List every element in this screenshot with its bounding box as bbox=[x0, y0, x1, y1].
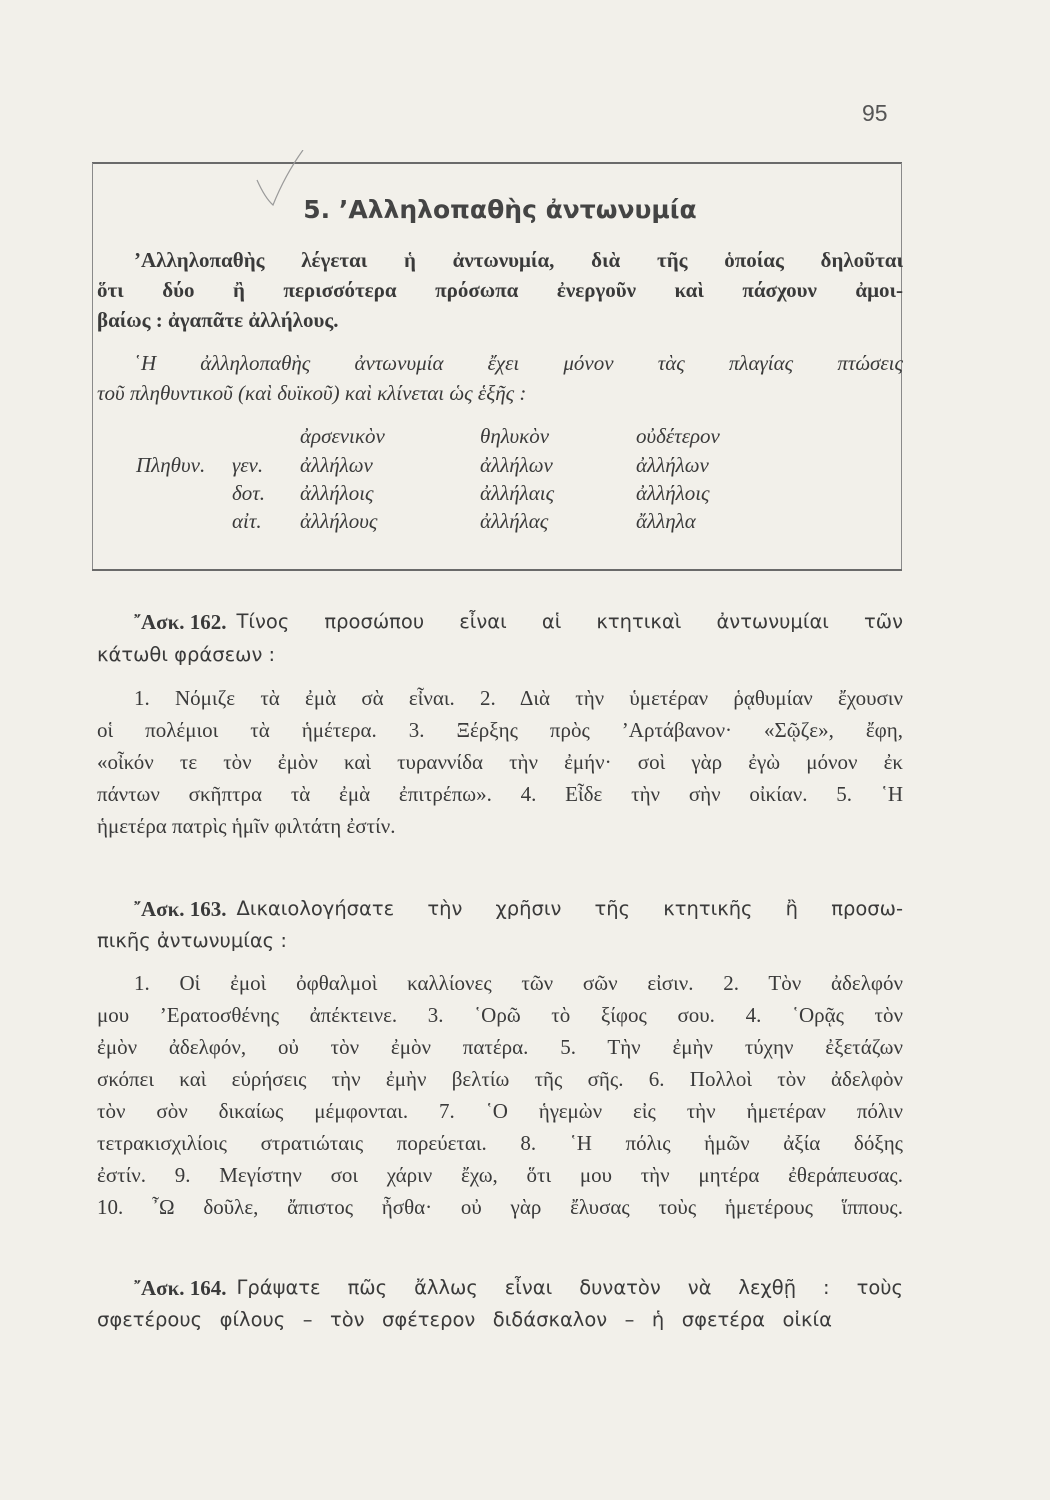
table-header: ἀρσενικὸν bbox=[300, 424, 385, 448]
number-label: Πληθυν. bbox=[136, 453, 206, 477]
exercise-line: ἐμὸν ἀδελφόν, οὐ τὸν ἐμὸν πατέρα. 5. Τὴν ἐμὴν τύχην ἐξετάζων bbox=[97, 1035, 903, 1059]
exercise-prompt: κάτωθι φράσεων : bbox=[97, 643, 276, 666]
exercise-line: οἱ πολέμιοι τὰ ἡμέτερα. 3. Ξέρξης πρὸς ’Αρτάβανον· «Σῷζε», ἔφη, bbox=[97, 718, 903, 742]
table-cell: ἀλλήλαις bbox=[480, 481, 555, 505]
exercise-prompt: Τίνος προσώπου εἶναι αἱ κτητικαὶ ἀντωνυμίαι τῶν bbox=[236, 610, 903, 633]
table-cell: ἀλλήλων bbox=[480, 453, 553, 477]
box-bottom-rule bbox=[92, 569, 902, 571]
exercise-prompt: σφετέρους φίλους – τὸν σφέτερον διδάσκαλον – ἡ σφετέρα οἰκία bbox=[97, 1308, 832, 1331]
table-cell: ἀλλήλων bbox=[636, 453, 709, 477]
page-number: 95 bbox=[862, 100, 888, 126]
exercise-label: ῎Ασκ. 162. bbox=[134, 610, 227, 634]
case-label: γεν. bbox=[232, 453, 264, 477]
table-cell: ἄλληλα bbox=[636, 509, 696, 533]
exercise-line: τὸν σὸν δικαίως μέμφονται. 7. ῾Ο ἡγεμὼν εἰς τὴν ἡμετέραν πόλιν bbox=[97, 1099, 903, 1123]
exercise-line: μου ’Ερατοσθένης ἀπέκτεινε. 3. ῾Ορῶ τὸ ξίφος σου. 4. ῾Ορᾷς τὸν bbox=[97, 1003, 903, 1027]
definition-line: ’Αλληλοπαθὴς λέγεται ἡ ἀντωνυμία, διὰ τῆς ὁποίας δηλοῦται bbox=[134, 248, 903, 272]
table-cell: ἀλλήλοις bbox=[636, 481, 710, 505]
table-header: οὐδέτερον bbox=[636, 424, 720, 448]
exercise-line: σκόπει καὶ εὑρήσεις τὴν ἐμὴν βελτίω τῆς σῆς. 6. Πολλοὶ τὸν ἀδελφὸν bbox=[97, 1067, 903, 1091]
definition-line: βαίως : ἀγαπᾶτε ἀλλήλους. bbox=[97, 308, 339, 332]
table-cell: ἀλλήλας bbox=[480, 509, 549, 533]
exercise-line: 10. ῏Ω δοῦλε, ἄπιστος ἦσθα· οὐ γὰρ ἔλυσας τοὺς ἡμετέρους ἵππους. bbox=[97, 1195, 903, 1219]
exercise-163-heading bbox=[134, 897, 903, 922]
exercise-label: ῎Ασκ. 164. bbox=[134, 1276, 227, 1300]
note-line: ῾Η ἀλληλοπαθὴς ἀντωνυμία ἔχει μόνον τὰς πλαγίας πτώσεις bbox=[134, 351, 903, 375]
note-line: τοῦ πληθυντικοῦ (καὶ δυϊκοῦ) καὶ κλίνεται ὡς ἑξῆς : bbox=[97, 381, 527, 405]
exercise-line: «οἶκόν τε τὸν ἐμὸν καὶ τυραννίδα τὴν ἐμήν· σοὶ γὰρ ἐγὼ μόνον ἐκ bbox=[97, 750, 903, 774]
exercise-162-heading bbox=[134, 610, 903, 635]
box-top-rule bbox=[92, 162, 902, 164]
definition-line: ὅτι δύο ἢ περισσότερα πρόσωπα ἐνεργοῦν καὶ πάσχουν ἀμοι- bbox=[97, 278, 903, 302]
exercise-line: 1. Νόμιζε τὰ ἐμὰ σὰ εἶναι. 2. Διὰ τὴν ὑμετέραν ῥᾳθυμίαν ἔχουσιν bbox=[134, 686, 903, 710]
exercise-prompt: πικῆς ἀντωνυμίας : bbox=[97, 929, 287, 952]
table-cell: ἀλλήλοις bbox=[300, 481, 374, 505]
table-header: θηλυκὸν bbox=[480, 424, 550, 448]
exercise-164-heading bbox=[134, 1276, 903, 1301]
exercise-label: ῎Ασκ. 163. bbox=[134, 897, 227, 921]
exercise-line: τετρακισχιλίοις στρατιώταις πορεύεται. 8. ῾Η πόλις ἡμῶν ἀξία δόξης bbox=[97, 1131, 903, 1155]
exercise-line: 1. Οἱ ἐμοὶ ὀφθαλμοὶ καλλίονες τῶν σῶν εἰσιν. 2. Τὸν ἀδελφόν bbox=[134, 971, 903, 995]
case-label: αἰτ. bbox=[232, 509, 262, 533]
table-cell: ἀλλήλους bbox=[300, 509, 378, 533]
table-cell: ἀλλήλων bbox=[300, 453, 373, 477]
exercise-line: πάντων σκῆπτρα τὰ ἐμὰ ἐπιτρέπω». 4. Εἶδε τὴν σὴν οἰκίαν. 5. ῾Η bbox=[97, 782, 903, 806]
exercise-prompt: Δικαιολογήσατε τὴν χρῆσιν τῆς κτητικῆς ἢ προσω- bbox=[236, 897, 903, 920]
section-title: 5. ’Αλληλοπαθὴς ἀντωνυμία bbox=[303, 195, 697, 224]
exercise-line: ἐστίν. 9. Μεγίστην σοι χάριν ἔχω, ὅτι μου τὴν μητέρα ἐθεράπευσας. bbox=[97, 1163, 903, 1187]
exercise-line: ἡμετέρα πατρὶς ἡμῖν φιλτάτη ἐστίν. bbox=[97, 814, 396, 838]
case-label: δοτ. bbox=[232, 481, 266, 505]
exercise-prompt: Γράψατε πῶς ἄλλως εἶναι δυνατὸν νὰ λεχθῇ : τοὺς bbox=[236, 1276, 903, 1299]
